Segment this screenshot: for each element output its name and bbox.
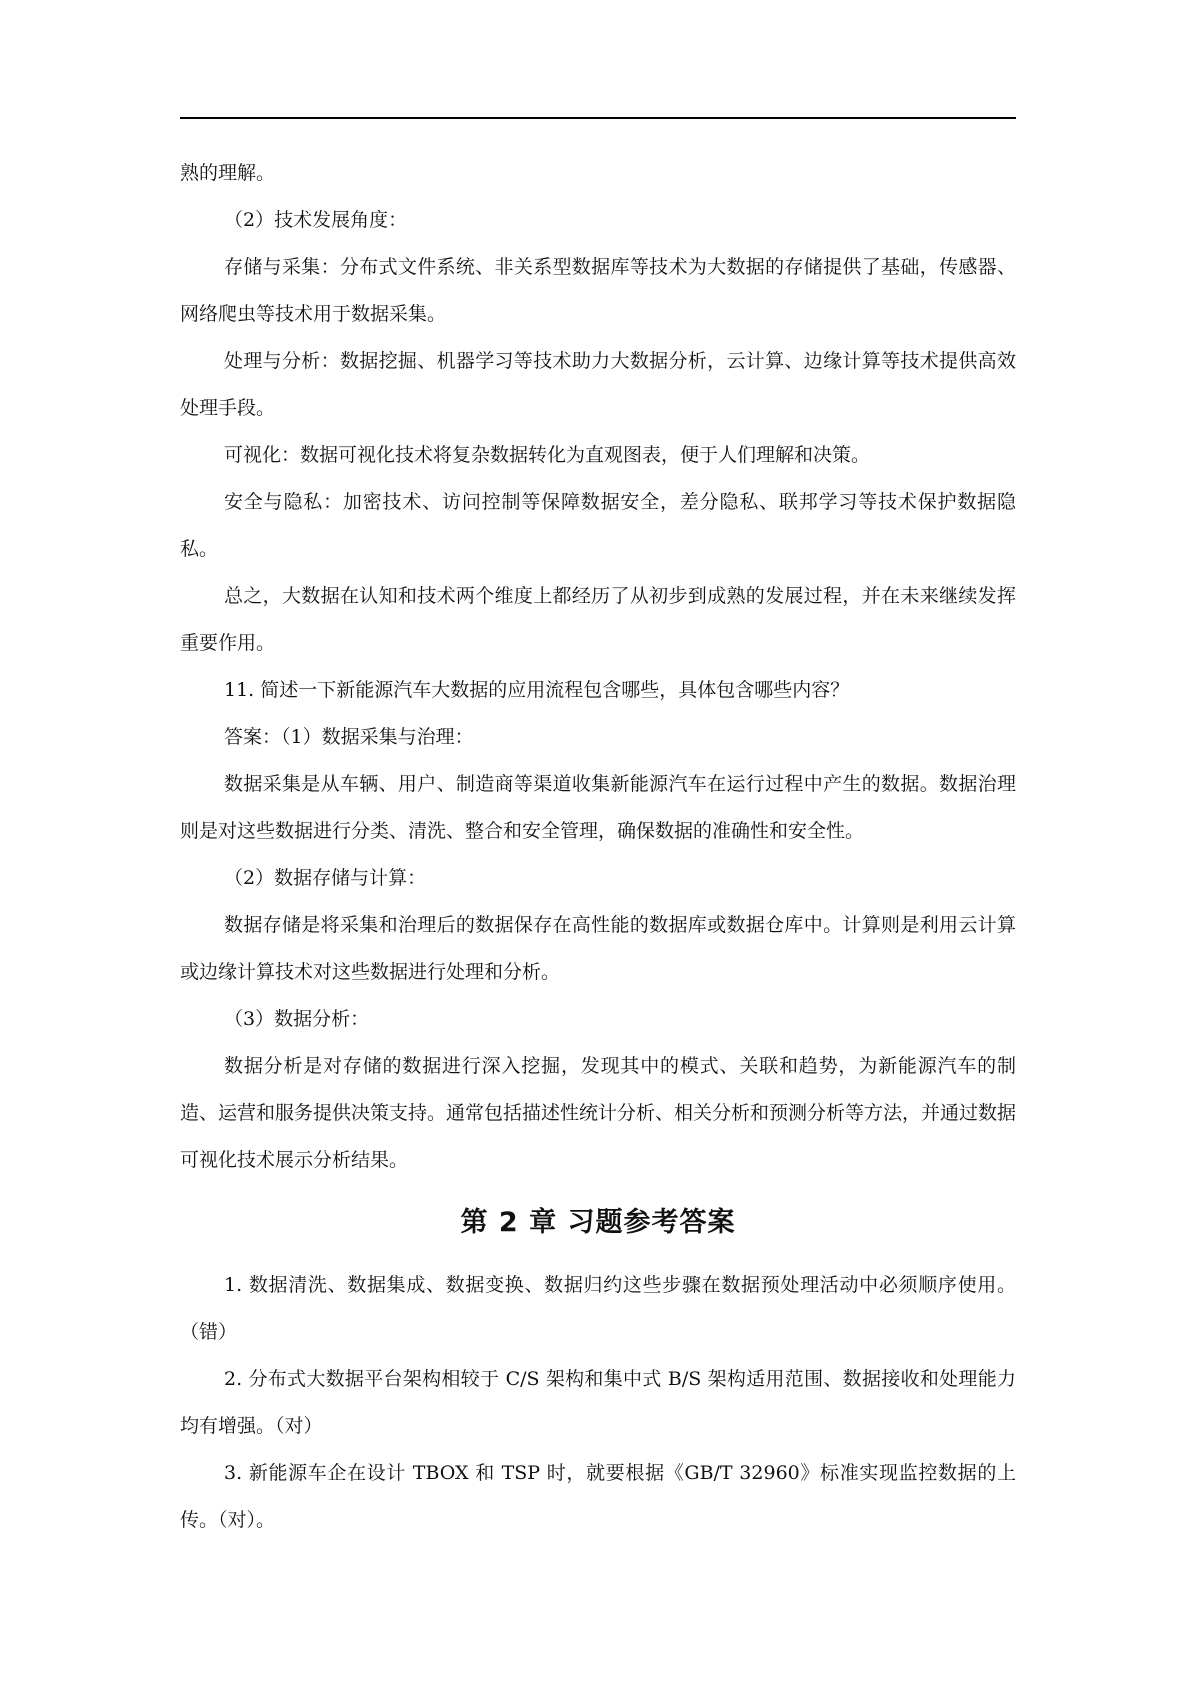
paragraph: 数据采集是从车辆、用户、制造商等渠道收集新能源汽车在运行过程中产生的数据。数据治理则是对这些数据进行分类、清洗、整合和安全管理，确保数据的准确性和安全性。 (180, 773, 1016, 842)
paragraph: 安全与隐私：加密技术、访问控制等保障数据安全，差分隐私、联邦学习等技术保护数据隐私。 (180, 491, 1016, 560)
question-heading: 11. 简述一下新能源汽车大数据的应用流程包含哪些，具体包含哪些内容？ (224, 679, 850, 701)
exercise-item: 3. 新能源车企在设计 TBOX 和 TSP 时，就要根据《GB/T 32960》标准实现监控数据的上传。（对）。 (180, 1462, 1016, 1531)
header-rule (180, 117, 1016, 119)
page-body (180, 150, 1016, 1544)
subheading: （3）数据分析： (224, 1008, 370, 1030)
paragraph: 存储与采集：分布式文件系统、非关系型数据库等技术为大数据的存储提供了基础，传感器、网络爬虫等技术用于数据采集。 (180, 256, 1016, 325)
exercise-item: 1. 数据清洗、数据集成、数据变换、数据归约这些步骤在数据预处理活动中必须顺序使用。（错） (180, 1274, 1016, 1343)
paragraph: 可视化：数据可视化技术将复杂数据转化为直观图表，便于人们理解和决策。 (224, 444, 871, 466)
paragraph: 数据存储是将采集和治理后的数据保存在高性能的数据库或数据仓库中。计算则是利用云计算或边缘计算技术对这些数据进行处理和分析。 (180, 914, 1016, 983)
paragraph: 处理与分析：数据挖掘、机器学习等技术助力大数据分析，云计算、边缘计算等技术提供高效处理手段。 (180, 350, 1016, 419)
paragraph: 熟的理解。 (180, 162, 276, 184)
exercise-item: 2. 分布式大数据平台架构相较于 C/S 架构和集中式 B/S 架构适用范围、数据接收和处理能力均有增强。（对） (180, 1368, 1016, 1437)
paragraph: （2）技术发展角度： (224, 209, 408, 231)
answer-heading: 答案：（1）数据采集与治理： (224, 726, 474, 748)
paragraph: 数据分析是对存储的数据进行深入挖掘，发现其中的模式、关联和趋势，为新能源汽车的制造、运营和服务提供决策支持。通常包括描述性统计分析、相关分析和预测分析等方法，并通过数据可视化技术展示分析结果。 (180, 1055, 1017, 1171)
subheading: （2）数据存储与计算： (224, 867, 427, 889)
chapter-title: 第 2 章 习题参考答案 (460, 1207, 736, 1238)
paragraph: 总之，大数据在认知和技术两个维度上都经历了从初步到成熟的发展过程，并在未来继续发挥重要作用。 (180, 585, 1016, 654)
